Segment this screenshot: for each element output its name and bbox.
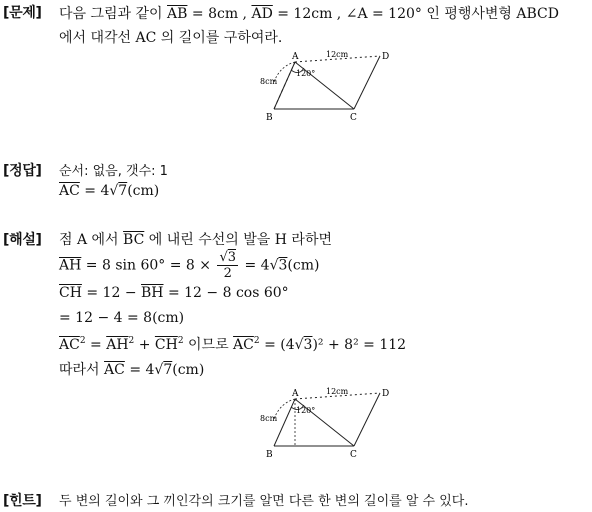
square-exp: 2 bbox=[253, 336, 260, 346]
label-8cm: 8cm bbox=[260, 414, 278, 423]
ch-eq-1: = 12 − bbox=[86, 285, 137, 301]
line6-eq: = 4 bbox=[129, 362, 155, 378]
sqrt-icon: √ bbox=[294, 337, 304, 353]
ab-value: = 8cm , bbox=[191, 6, 247, 22]
numerator-radicand: 3 bbox=[227, 250, 237, 265]
sqrt-icon: √ bbox=[154, 362, 164, 378]
hint-label: [힌트] bbox=[3, 493, 42, 509]
line5-res-pre: = (4 bbox=[264, 337, 295, 353]
ah-unit: (cm) bbox=[287, 257, 320, 274]
line6-pre: 따라서 bbox=[59, 362, 100, 378]
line5-radicand: 3 bbox=[303, 337, 313, 353]
label-angle: 120° bbox=[296, 69, 316, 78]
plus: + bbox=[138, 337, 151, 353]
ad-value: = 12cm , ∠A = 120° 인 평행사변형 ABCD bbox=[277, 6, 559, 22]
label-12cm: 12cm bbox=[326, 387, 349, 396]
solution-line-4: = 12 − 4 = 8(cm) bbox=[59, 310, 185, 326]
parallelogram-figure-2 bbox=[258, 385, 394, 459]
vertex-d: D bbox=[382, 389, 390, 399]
equals: = bbox=[90, 337, 102, 353]
square-exp: 2 bbox=[128, 336, 135, 346]
vertex-a: A bbox=[292, 389, 299, 399]
fraction-numerator bbox=[217, 250, 238, 266]
segment-ch: $\overline{CH}$ bbox=[154, 337, 178, 353]
answer-label: [정답] bbox=[3, 163, 42, 179]
vertex-c: C bbox=[350, 450, 357, 459]
sqrt-icon: √ bbox=[219, 250, 228, 265]
solution-line1-pre: 점 A 에서 bbox=[59, 232, 119, 248]
problem-intro: 다음 그림과 같이 bbox=[59, 6, 163, 22]
segment-ac: $\overline{AC}$ bbox=[59, 183, 80, 199]
segment-ch: $\overline{CH}$ bbox=[59, 285, 82, 301]
sqrt-icon: √ bbox=[269, 257, 279, 274]
vertex-b: B bbox=[266, 113, 273, 122]
segment-ab: $\overline{AB}$ bbox=[167, 6, 188, 22]
vertex-b: B bbox=[266, 450, 273, 459]
label-angle: 120° bbox=[296, 406, 316, 415]
vertex-d: D bbox=[382, 52, 390, 62]
square-exp: 2 bbox=[79, 336, 86, 346]
hint-text: 두 변의 길이와 그 끼인각의 크기를 알면 다른 한 변의 길이를 알 수 있다. bbox=[59, 494, 469, 509]
segment-bc: $\overline{BC}$ bbox=[123, 232, 145, 248]
line5-res-post: )² + 8² = 112 bbox=[312, 337, 407, 353]
line6-radicand: 7 bbox=[163, 362, 173, 378]
segment-ad: $\overline{AD}$ bbox=[251, 6, 273, 22]
answer-eq: = 4 bbox=[84, 183, 110, 199]
sqrt-icon: √ bbox=[109, 183, 119, 199]
problem-line-1 bbox=[59, 3, 559, 23]
label-12cm: 12cm bbox=[326, 50, 349, 59]
answer-radicand: 7 bbox=[118, 183, 128, 199]
segment-ah: $\overline{AH}$ bbox=[106, 337, 129, 353]
solution-line-3 bbox=[59, 285, 289, 301]
segment-ah: $\overline{AH}$ bbox=[59, 257, 82, 274]
solution-line-5 bbox=[59, 334, 406, 354]
side-cd bbox=[354, 56, 380, 109]
side-cd bbox=[354, 393, 380, 446]
segment-ac: $\overline{AC}$ bbox=[233, 337, 254, 353]
solution-line-1 bbox=[59, 229, 332, 249]
text-imeuro: 이므로 bbox=[188, 337, 229, 353]
vertex-c: C bbox=[350, 113, 357, 122]
answer-line-2 bbox=[59, 183, 159, 199]
segment-bh: $\overline{BH}$ bbox=[141, 285, 164, 301]
solution-line1-post: 에 내린 수선의 발을 H 라하면 bbox=[148, 232, 332, 248]
problem-label: [문제] bbox=[3, 5, 42, 21]
answer-unit: (cm) bbox=[127, 183, 160, 199]
segment-ac: $\overline{AC}$ bbox=[59, 337, 80, 353]
ch-eq-2: = 12 − 8 cos 60° bbox=[167, 285, 289, 301]
ah-radicand: 3 bbox=[278, 257, 288, 274]
solution-line-6 bbox=[59, 359, 204, 379]
solution-label: [해설] bbox=[3, 232, 42, 248]
label-8cm: 8cm bbox=[260, 77, 278, 86]
line6-unit: (cm) bbox=[172, 362, 205, 378]
segment-ac: $\overline{AC}$ bbox=[104, 362, 125, 378]
ah-equation: = 8 sin 60° = 8 × bbox=[85, 257, 211, 274]
vertex-a: A bbox=[292, 52, 299, 62]
answer-line-1: 순서: 없음, 갯수: 1 bbox=[59, 164, 168, 179]
square-exp: 2 bbox=[177, 336, 184, 346]
problem-line-2: 에서 대각선 AC 의 길이를 구하여라. bbox=[59, 30, 283, 46]
solution-line-2 bbox=[59, 250, 319, 281]
fraction-denominator: 2 bbox=[223, 266, 232, 281]
parallelogram-figure-1 bbox=[258, 48, 394, 122]
fraction-root3-over-2 bbox=[217, 250, 238, 281]
ah-result: = 4 bbox=[244, 257, 270, 274]
